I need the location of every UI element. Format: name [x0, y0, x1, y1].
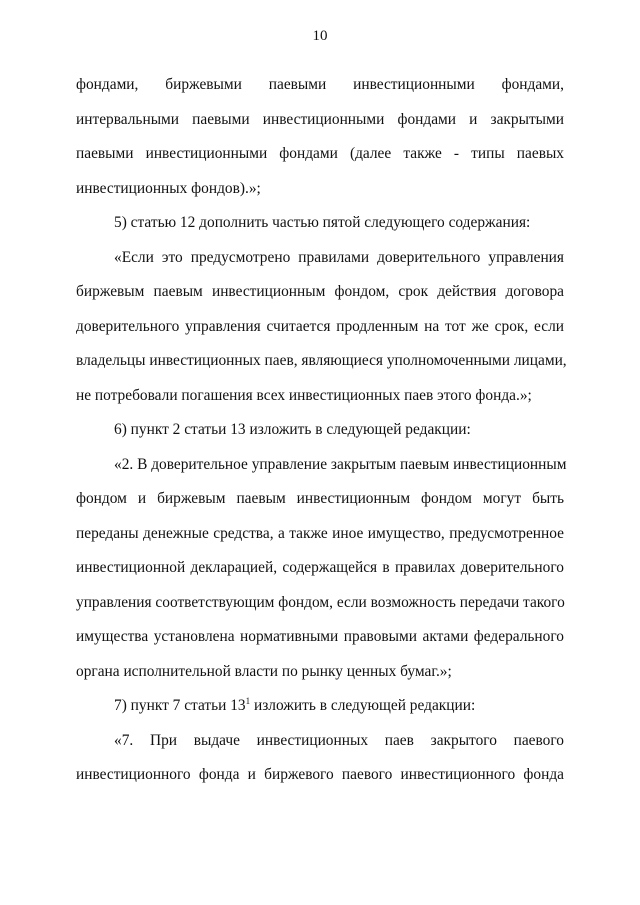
- text-line: управления соответствующим фондом, если возможность передачи такого: [76, 593, 565, 611]
- text-line-part: 7) пункт 7 статьи 13: [114, 697, 246, 714]
- text-line: 5) статью 12 дополнить частью пятой следующего содержания:: [114, 214, 531, 231]
- text-line: биржевым паевым инвестиционным фондом, срок действия договора: [76, 283, 564, 300]
- text-line-part: изложить в следующей редакции:: [250, 697, 476, 714]
- text-line: 6) пункт 2 статьи 13 изложить в следующей редакции:: [114, 421, 471, 438]
- page-number: 10: [312, 28, 328, 44]
- text-line: доверительного управления считается продленным на тот же срок, если: [76, 317, 564, 335]
- text-line: паевыми инвестиционными фондами (далее также - типы паевых: [76, 145, 564, 162]
- text-line: «Если это предусмотрено правилами доверительного управления: [114, 248, 564, 266]
- text-line: фондом и биржевым паевым инвестиционным фондом могут быть: [76, 490, 564, 507]
- text-line: «7. При выдаче инвестиционных паев закрытого паевого: [114, 731, 564, 749]
- superscript: 1: [245, 696, 251, 706]
- text-line: переданы денежные средства, а также иное имущество, предусмотренное: [76, 524, 564, 542]
- text-line: инвестиционной декларацией, содержащейся в правилах доверительного: [76, 559, 564, 576]
- text-line: владельцы инвестиционных паев, являющиеся уполномоченными лицами,: [76, 352, 567, 369]
- text-line: «2. В доверительное управление закрытым паевым инвестиционным: [114, 455, 567, 473]
- text-line: инвестиционных фондов).»;: [76, 179, 261, 197]
- text-line: органа исполнительной власти по рынку ценных бумаг.»;: [76, 662, 452, 680]
- text-line: имущества установлена нормативными правовыми актами федерального: [76, 628, 564, 645]
- text-line: интервальными паевыми инвестиционными фондами и закрытыми: [76, 110, 564, 128]
- text-line: не потребовали погашения всех инвестиционных паев этого фонда.»;: [76, 386, 532, 404]
- text-line: фондами, биржевыми паевыми инвестиционными фондами,: [76, 76, 564, 93]
- text-line: инвестиционного фонда и биржевого паевого инвестиционного фонда: [76, 766, 564, 783]
- document-body: [76, 68, 567, 793]
- text-line: [76, 689, 564, 724]
